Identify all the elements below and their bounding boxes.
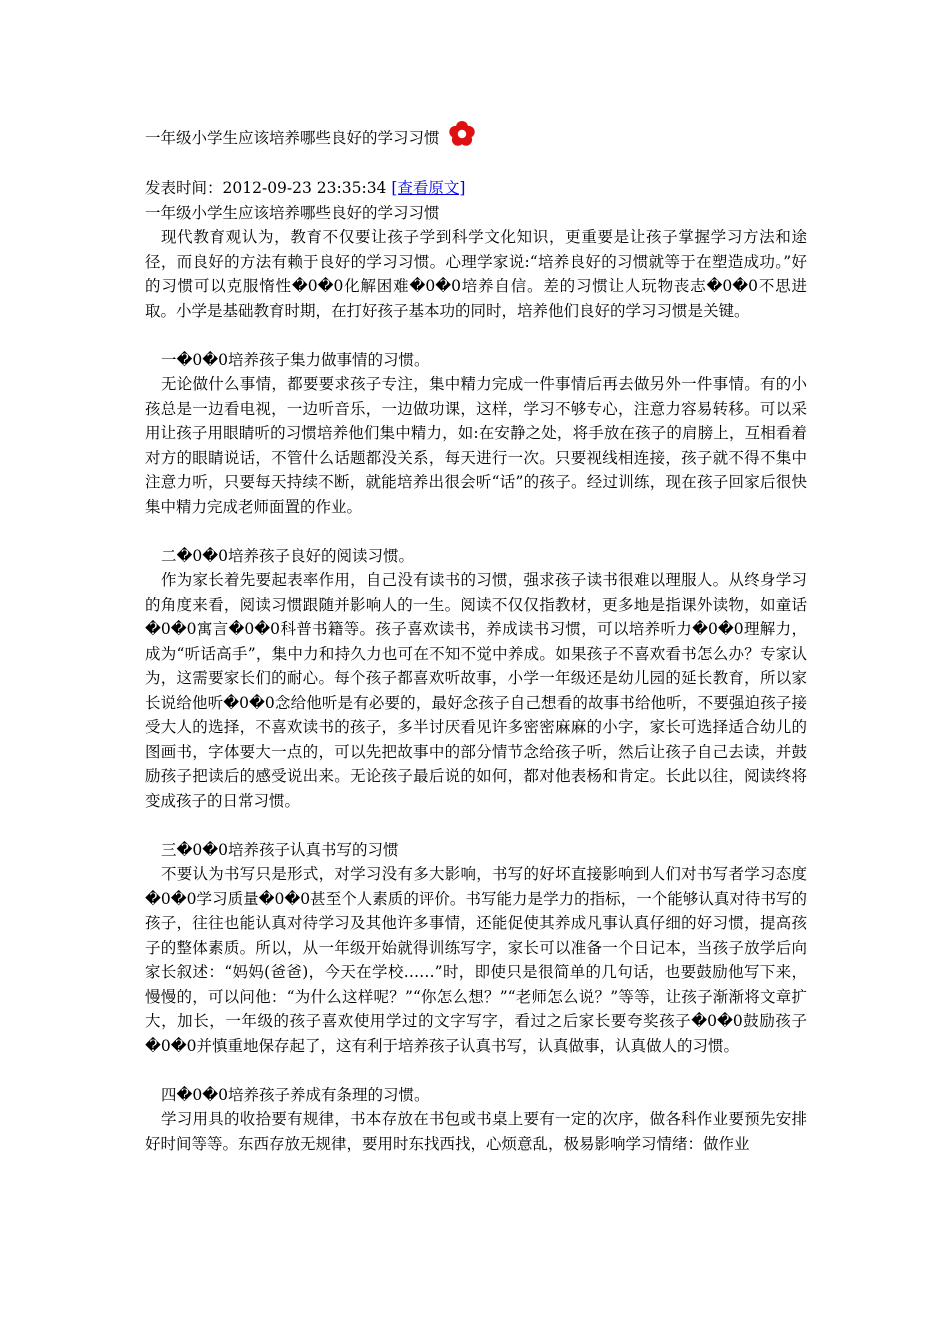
paragraph-gap — [145, 519, 807, 544]
publish-datetime: 2012-09-23 23:35:34 — [222, 179, 387, 197]
paragraph-gap — [145, 1058, 807, 1083]
article-subtitle: 一年级小学生应该培养哪些良好的学习习惯 — [145, 203, 440, 222]
section-heading-4: 四�0�0培养孩子养成有条理的习惯。 — [161, 1085, 430, 1104]
title-row — [145, 124, 807, 152]
section-heading-1: 一�0�0培养孩子集力做事情的习惯。 — [161, 350, 430, 369]
section-body-1: 无论做什么事情，都要要求孩子专注，集中精力完成一件事情后再去做另外一件事情。有的小孩总是一边看电视，一边听音乐，一边做功课，这样，学习不够专心，注意力容易转移。可以采用让孩子用眼睛听的习惯培养他们集中精力，如:在安静之处，将手放在孩子的肩膀上，互相看着对方的眼睛说话，不管什么话题都没关系，每天进行一次。只要视线相连接，孩子就不得不集中注意力听，只要每天持续不断，就能培养出很会听“话”的孩子。经过训练，现在孩子回家后很快集中精力完成老师面置的作业。 — [145, 375, 807, 516]
section-body-4: 学习用具的收拾要有规律，书本存放在书包或书桌上要有一定的次序，做各科作业要预先安排好时间等等。东西存放无规律，要用时东找西找，心烦意乱，极易影响学习情绪：做作业 — [145, 1110, 807, 1153]
section-body-2: 作为家长着先要起表率作用，自己没有读书的习惯，强求孩子读书很难以理服人。从终身学习的角度来看，阅读习惯跟随并影响人的一生。阅读不仅仅指教材，更多地是指课外读物，如童话�0�0寓言�0�0科普书籍等。孩子喜欢读书，养成读书习惯，可以培养听力�0�0理解力，成为“听话高手”，集中力和持久力也可在不知不觉中养成。如果孩子不喜欢看书怎么办？专家认为，这需要家长们的耐心。每个孩子都喜欢听故事，小学一年级还是幼儿园的延长教育，所以家长说给他听�0�0念给他听是有必要的，最好念孩子自己想看的故事书给他听，不要强迫孩子接受大人的选择，不喜欢读书的孩子，多半讨厌看见许多密密麻麻的小字，家长可选择适合幼儿的图画书，字体要大一点的，可以先把故事中的部分情节念给孩子听，然后让孩子自己去读，并鼓励孩子把读后的感受说出来。无论孩子最后说的如何，都对他表杨和肯定。长此以往，阅读终将变成孩子的日常习惯。 — [145, 571, 807, 810]
section-heading-3: 三�0�0培养孩子认真书写的习惯 — [161, 840, 399, 859]
view-original-link[interactable]: [查看原文] — [391, 179, 466, 197]
publish-label: 发表时间： — [145, 179, 223, 197]
section-body-3: 不要认为书写只是形式，对学习没有多大影响，书写的好坏直接影响到人们对书写者学习态度�0�0学习质量�0�0甚至个人素质的评价。书写能力是学力的指标，一个能够认真对待书写的孩子，往往也能认真对待学习及其他许多事情，还能促使其养成凡事认真仔细的好习惯，提高孩子的整体素质。所以，从一年级开始就得训练写字，家长可以准备一个日记本，当孩子放学后向家长叙述：“妈妈(爸爸)，今天在学校……”时，即使只是很简单的几句话，也要鼓励他写下来，慢慢的，可以问他：“为什么这样呢？”“你怎么想？”“老师怎么说？”等等，让孩子渐渐将文章扩大，加长，一年级的孩子喜欢使用学过的文字写字，看过之后家长要夸奖孩子�0�0鼓励孩子�0�0并慎重地保存起了，这有利于培养孩子认真书写，认真做事，认真做人的习惯。 — [145, 865, 807, 1055]
flower-icon — [448, 120, 476, 148]
section-heading-2: 二�0�0培养孩子良好的阅读习惯。 — [161, 546, 415, 565]
document-page — [145, 124, 807, 1156]
page-title: 一年级小学生应该培养哪些良好的学习习惯 — [145, 128, 440, 147]
paragraph-gap — [145, 323, 807, 348]
publish-meta — [145, 176, 807, 201]
paragraph-gap — [145, 813, 807, 838]
intro-paragraph: 现代教育观认为，教育不仅要让孩子学到科学文化知识，更重要是让孩子掌握学习方法和途径，而良好的方法有赖于良好的学习习惯。心理学家说:“培养良好的习惯就等于在塑造成功。”好的习惯可以克服惰性�0�0化解困难�0�0培养自信。差的习惯让人玩物丧志�0�0不思进取。小学是基础教育时期，在打好孩子基本功的同时，培养他们良好的学习习惯是关键。 — [145, 228, 807, 320]
